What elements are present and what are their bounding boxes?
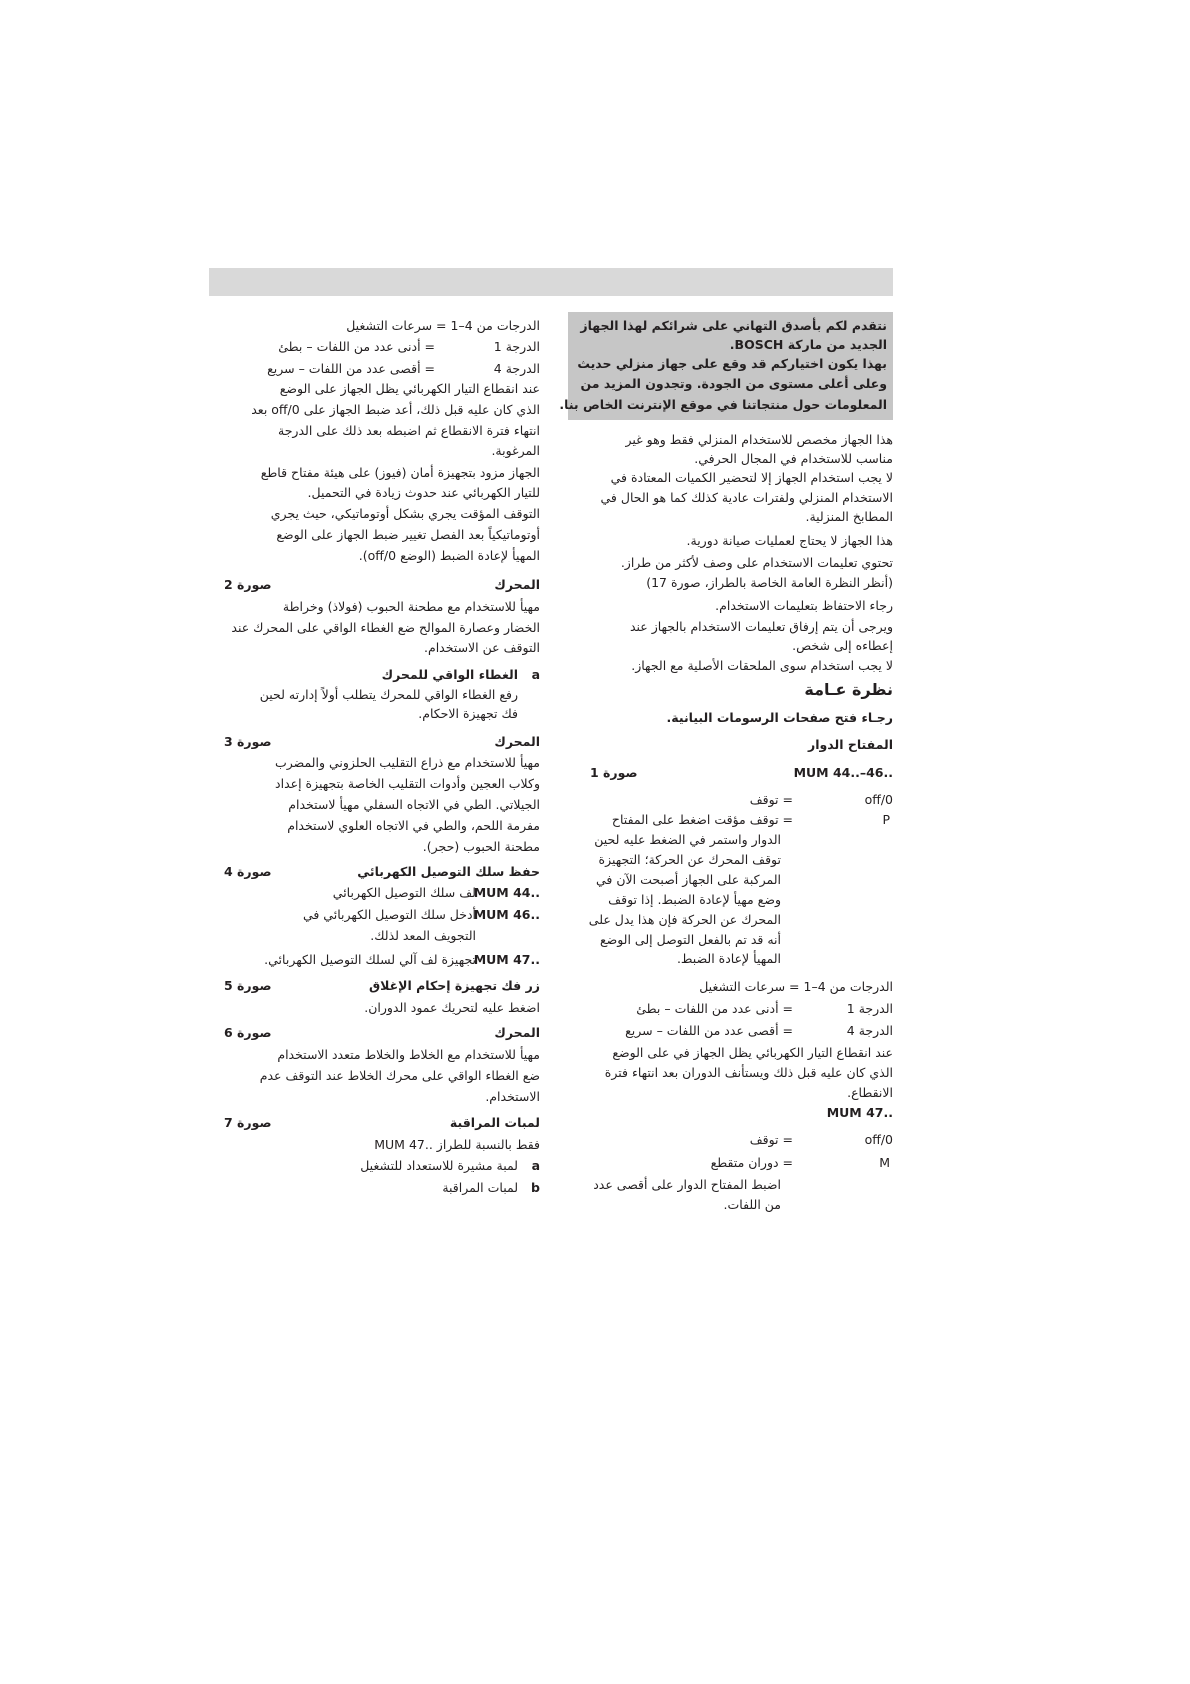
- text-line: اضغط عليه لتحريك عمود الدوران.: [364, 1000, 540, 1015]
- text-line: هذا الجهاز مخصص للاستخدام المنزلي فقط وهو غير: [625, 432, 893, 447]
- text-line: المطابخ المنزلية.: [805, 509, 893, 524]
- text-line: انتهاء فترة الانقطاع ثم اضبطه بعد ذلك على الدرجة: [278, 423, 540, 438]
- text-line: رفع الغطاء الواقي للمحرك يتطلب أولاً إدارته لحين: [259, 687, 518, 702]
- text-line: رجاء الاحتفاظ بتعليمات الاستخدام.: [715, 598, 893, 613]
- left-column: [210, 0, 540, 1684]
- p-text: وضع مهيأ لإعادة الضبط. إذا توقف: [608, 892, 781, 907]
- text-line: أوتوماتيكياً بعد الفصل تغيير ضبط الجهاز على الوضع: [276, 527, 540, 542]
- subsection-heading: الغطاء الواقي للمحرك: [381, 667, 518, 682]
- text-line: لمبات المراقبة: [442, 1180, 518, 1195]
- level-label: الدرجة 1: [493, 339, 540, 354]
- model-label: MUM 44..: [473, 885, 540, 900]
- text-line: مناسب للاستخدام في المجال الحرفي.: [694, 451, 893, 466]
- p-text: المحرك عن الحركة فإن هذا يدل على: [588, 912, 781, 927]
- item-letter: a: [531, 1158, 540, 1173]
- section-heading: حفظ سلك التوصيل الكهربائي: [357, 864, 540, 879]
- text-line: تحتوي تعليمات الاستخدام على وصف لأكثر من طراز.: [620, 555, 893, 570]
- m-text: = دوران متقطع: [710, 1155, 793, 1170]
- text-line: فك تجهيزة الاحكام.: [418, 706, 518, 721]
- p-text: = توقف مؤقت اضغط على المفتاح: [611, 812, 793, 827]
- item-letter: b: [531, 1180, 540, 1195]
- speeds-line: الدرجات من 4–1 = سرعات التشغيل: [346, 318, 540, 333]
- m-text: من اللفات.: [723, 1197, 781, 1212]
- text-line: مهيأ للاستخدام مع الخلاط والخلاط متعدد الاستخدام: [277, 1047, 540, 1062]
- item-letter: a: [531, 667, 540, 682]
- text-line: ويرجى أن يتم إرفاق تعليمات الاستخدام بالجهاز عند: [629, 619, 893, 634]
- figure-ref: صورة 1: [590, 765, 638, 780]
- section-heading: لمبات المراقبة: [449, 1115, 540, 1130]
- section-heading: المحرك: [494, 577, 540, 592]
- text-line: مفرمة اللحم، والطي في الاتجاه العلوي لاستخدام: [287, 818, 540, 833]
- p-text: الدوار واستمر في الضغط عليه لحين: [594, 832, 781, 847]
- p-label: P: [882, 812, 890, 827]
- intro-line: نتقدم لكم بأصدق التهاني على شرائكم لهذا الجهاز: [580, 318, 887, 333]
- figure-ref: صورة 7: [224, 1115, 272, 1130]
- text-line: هذا الجهاز لا يحتاج لعمليات صيانة دورية.: [686, 533, 893, 548]
- level-text: = أقصى عدد من اللفات – سريع: [625, 1023, 793, 1038]
- m-label: M: [879, 1155, 890, 1170]
- level-label: الدرجة 4: [493, 361, 540, 376]
- text-line: مطحنة الحبوب (حجر).: [422, 839, 540, 854]
- text-line: الذي كان عليه قبل ذلك، أعد ضبط الجهاز على off/0 بعد: [251, 402, 540, 417]
- p-text: المهيأ لإعادة الضبط.: [676, 951, 781, 966]
- level-label: الدرجة 4: [846, 1023, 893, 1038]
- text-line: مهيأ للاستخدام مع مطحنة الحبوب (فولاذ) وخراطة: [282, 599, 540, 614]
- section-heading: المحرك: [494, 1025, 540, 1040]
- off-text: = توقف: [749, 1132, 793, 1147]
- figure-ref: صورة 4: [224, 864, 272, 879]
- text-line: للتيار الكهربائي عند حدوث زيادة في التحميل.: [307, 485, 540, 500]
- text-line: الذي كان عليه قبل ذلك ويستأنف الدوران بعد انتهاء فترة: [604, 1065, 893, 1080]
- text-line: لا يجب استخدام الجهاز إلا لتحضير الكميات المعتادة في: [610, 470, 893, 485]
- text-line: وكلاب العجين وأدوات التقليب الخاصة بتجهيزة إعداد: [275, 776, 540, 791]
- level-label: الدرجة 1: [846, 1001, 893, 1016]
- rotary-switch-heading: المفتاح الدوار: [808, 737, 893, 752]
- p-text: أنه قد تم بالفعل التوصل إلى الوضع: [599, 932, 781, 947]
- text-line: الخضار وعصارة الموالح ضع الغطاء الواقي على المحرك عند: [231, 620, 540, 635]
- model-label: MUM 47..: [826, 1105, 893, 1120]
- open-pages-note: رجـاء فتح صفحات الرسومات البيانية.: [666, 710, 893, 725]
- level-text: = أقصى عدد من اللفات – سريع: [267, 361, 435, 376]
- text-line: التوقف المؤقت يجري بشكل أوتوماتيكي، حيث يجري: [270, 506, 540, 521]
- text-line: التوقف عن الاستخدام.: [423, 640, 540, 655]
- overview-heading: نظرة عـامة: [804, 680, 893, 699]
- text-line: الاستخدام.: [485, 1089, 540, 1104]
- text-line: عند انقطاع التيار الكهربائي يظل الجهاز في على الوضع: [612, 1045, 893, 1060]
- right-column: [568, 0, 893, 1684]
- text-line: لا يجب استخدام سوى الملحقات الأصلية مع الجهاز.: [631, 658, 893, 673]
- model-label: MUM 44..–46..: [793, 765, 893, 780]
- text-line: الجهاز مزود بتجهيزة أمان (فيوز) على هيئة مفتاح قاطع: [260, 465, 540, 480]
- text-line: الجيلاتي. الطي في الاتجاه السفلي مهيأ لاستخدام: [288, 797, 540, 812]
- off-label: off/0: [864, 1132, 893, 1147]
- text-line: ضع الغطاء الواقي على محرك الخلاط عند التوقف عدم: [259, 1068, 540, 1083]
- model-label: MUM 46..: [473, 907, 540, 922]
- off-label: off/0: [864, 792, 893, 807]
- intro-line: الجديد من ماركة BOSCH.: [729, 337, 887, 352]
- text-line: أدخل سلك التوصيل الكهربائي في: [302, 907, 476, 922]
- p-text: توقف المحرك عن الحركة؛ التجهيزة: [598, 852, 781, 867]
- text-line: لمبة مشيرة للاستعداد للتشغيل: [360, 1158, 518, 1173]
- text-line: الانقطاع.: [847, 1085, 893, 1100]
- intro-line: المعلومات حول منتجاتنا في موقع الإنترنت الخاص بنا.: [559, 397, 887, 412]
- text-line: المرغوبة.: [491, 443, 540, 458]
- figure-ref: صورة 5: [224, 978, 272, 993]
- text-line: فقط بالنسبة للطراز ..MUM 47: [374, 1137, 540, 1152]
- text-line: تجهيزة لف آلي لسلك التوصيل الكهربائي.: [264, 952, 476, 967]
- p-text: المركبة على الجهاز أصبحت الآن في: [595, 872, 781, 887]
- intro-line: وعلى أعلى مستوى من الجودة. وتجدون المزيد من: [580, 376, 887, 391]
- section-heading: المحرك: [494, 734, 540, 749]
- text-line: مهيأ للاستخدام مع ذراع التقليب الحلزوني والمضرب: [274, 755, 540, 770]
- level-text: = أدنى عدد من اللفات – بطئ: [278, 339, 435, 354]
- text-line: إعطاءه إلى شخص.: [792, 638, 893, 653]
- intro-line: بهذا يكون اختياركم قد وقع على جهاز منزلي حديث: [577, 356, 887, 371]
- figure-ref: صورة 3: [224, 734, 272, 749]
- figure-ref: صورة 2: [224, 577, 272, 592]
- text-line: (أنظر النظرة العامة الخاصة بالطراز، صورة 17): [646, 575, 893, 590]
- model-label: MUM 47..: [473, 952, 540, 967]
- level-text: = أدنى عدد من اللفات – بطئ: [636, 1001, 793, 1016]
- m-text: اضبط المفتاح الدوار على أقصى عدد: [593, 1177, 781, 1192]
- off-text: = توقف: [749, 792, 793, 807]
- text-line: عند انقطاع التيار الكهربائي يظل الجهاز على الوضع: [279, 381, 540, 396]
- speeds-line: الدرجات من 4–1 = سرعات التشغيل: [699, 979, 893, 994]
- figure-ref: صورة 6: [224, 1025, 272, 1040]
- text-line: التجويف المعد لذلك.: [370, 928, 476, 943]
- text-line: المهيأ لإعادة الضبط (الوضع off/0).: [358, 548, 540, 563]
- text-line: لف سلك التوصيل الكهربائي: [332, 885, 476, 900]
- section-heading: زر فك تجهيزة إحكام الإغلاق: [368, 978, 540, 993]
- text-line: الاستخدام المنزلي ولفترات عادية كذلك كما هو الحال في: [600, 490, 893, 505]
